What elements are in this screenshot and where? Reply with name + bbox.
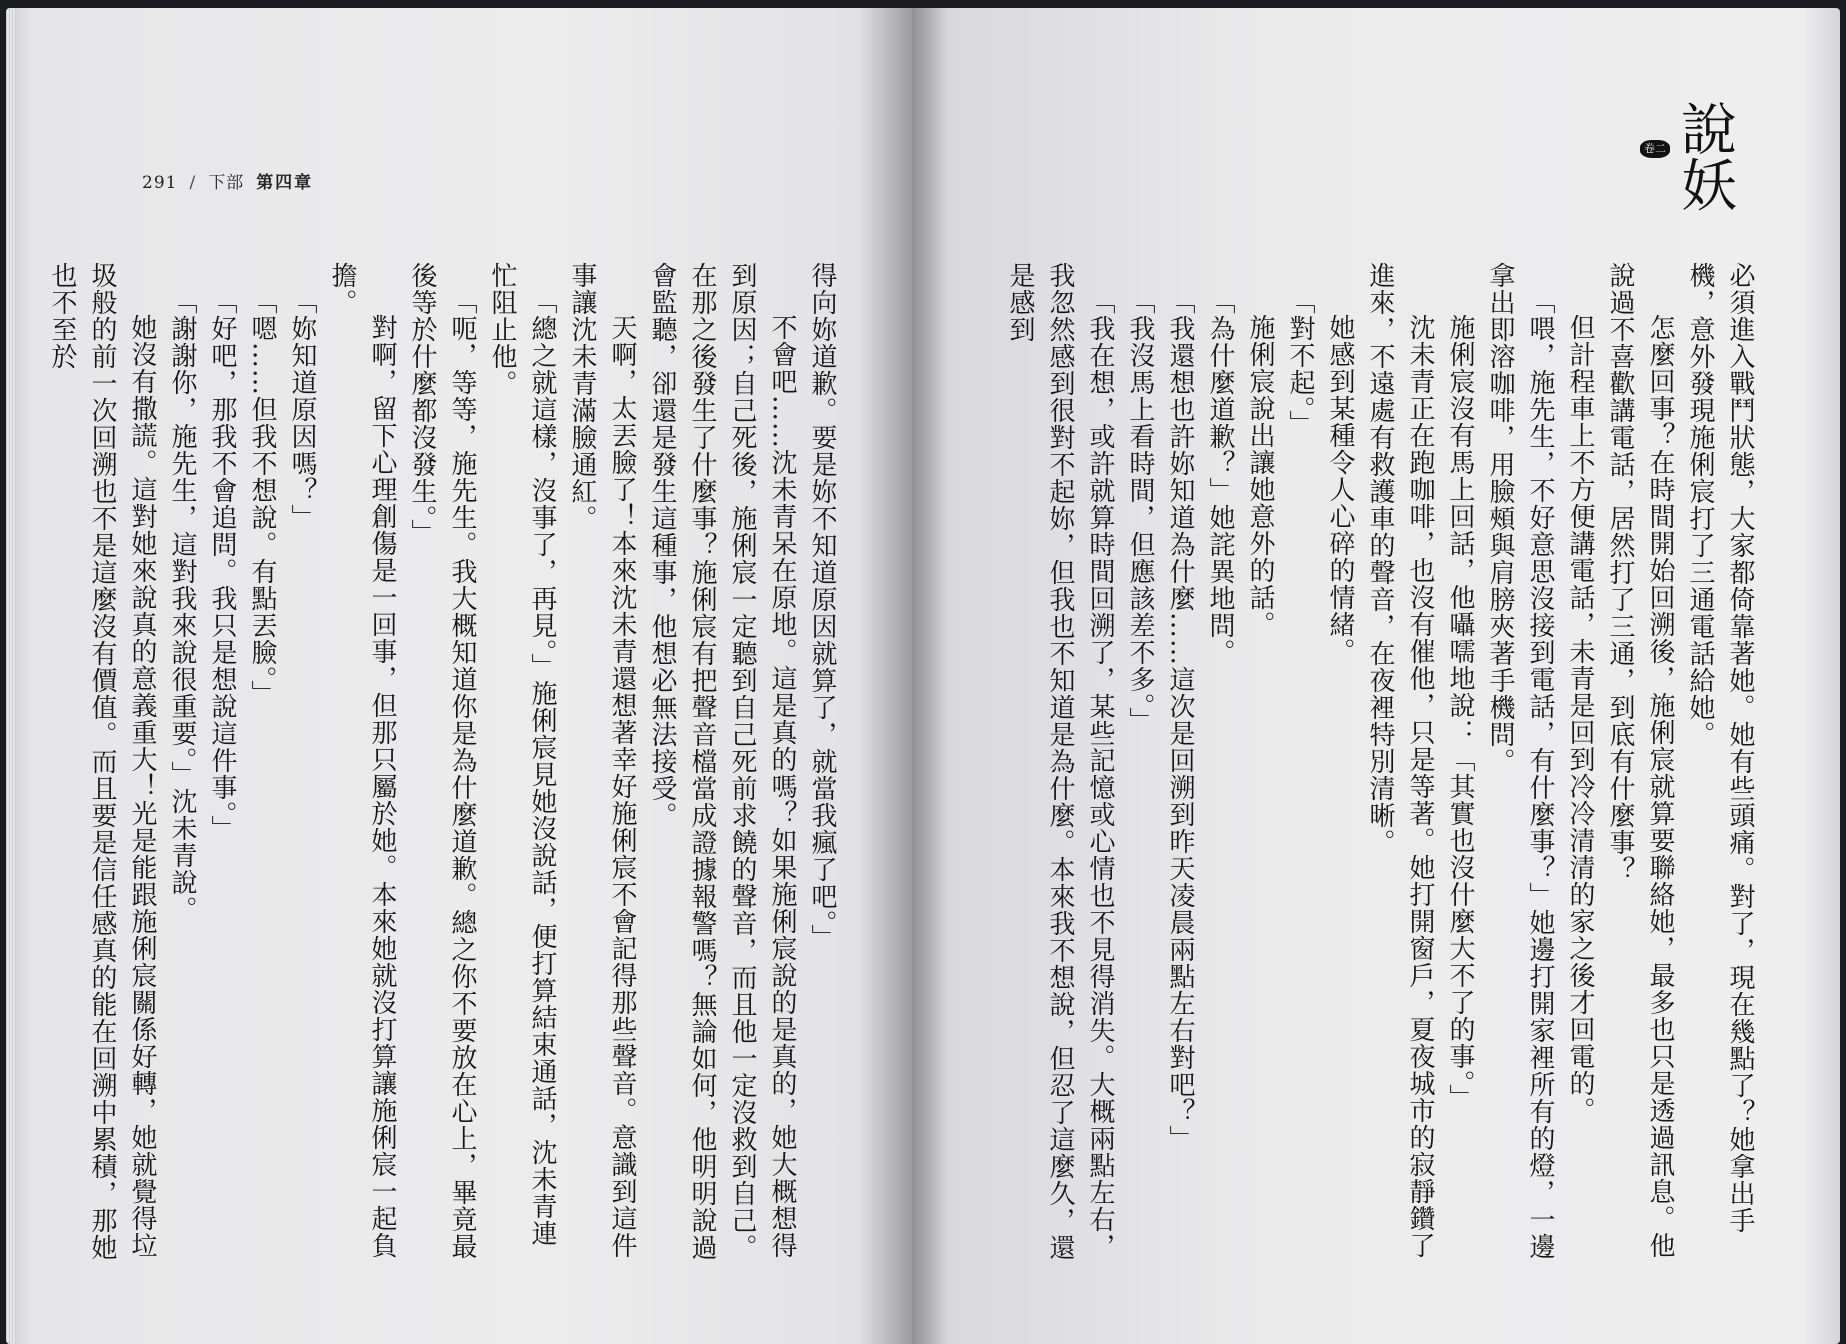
chapter-label: 第四章 (256, 173, 314, 193)
running-head (142, 168, 313, 193)
paragraph: 她沒有撒謊。這對她來說真的意義重大！光是能跟施俐宸關係好轉，她就覺得垃圾般的前一次回溯也不是這麼沒有價值。而且要是信任感真的能在回溯中累積，那她也不至於 (47, 262, 157, 1261)
paragraph: 「我還想也許妳知道為什麼……這次是回溯到昨天凌晨兩點左右對吧？」 (1165, 288, 1195, 1152)
book-spread (0, 8, 1846, 1344)
running-head-separator: / (189, 173, 197, 193)
paragraph: 施俐宸說出讓她意外的話。 (1245, 314, 1275, 638)
paragraph: 怎麼回事？在時間開始回溯後，施俐宸就算要聯絡她，最多也只是透過訊息。他說過不喜歡講電話，居然打了三通，到底有什麼事？ (1605, 262, 1675, 1259)
paragraph: 她感到某種令人心碎的情緒。 (1325, 314, 1355, 665)
paragraph: 「好吧，那我不會追問。我只是想說這件事。」 (207, 288, 237, 842)
paragraph: 「妳知道原因嗎？」 (287, 288, 317, 531)
paragraph: 「謝謝你，施先生，這對我來說很重要。」沈未青說。 (167, 288, 197, 923)
paragraph: 沈未青正在跑咖啡，也沒有催他，只是等著。她打開窗戶，夏夜城市的寂靜鑽了進來，不遠處有救護車的聲音，在夜裡特別清晰。 (1365, 262, 1435, 1259)
paragraph: 「總之就這樣，沒事了，再見。」施俐宸見她沒說話，便打算結束通話，沈未青連忙阻止他。 (487, 262, 557, 1247)
paragraph: 「為什麼道歉？」她詫異地問。 (1205, 288, 1235, 666)
paragraph: 必須進入戰鬥狀態，大家都倚靠著她。她有些頭痛。對了，現在幾點了？她拿出手機，意外發現施俐宸打了三通電話給她。 (1685, 262, 1755, 1234)
paragraph: 不會吧……沈未青呆在原地。這是真的嗎？如果施俐宸說的是真的，她大概想得到原因；自己死後，施俐宸一定聽到自己死前求饒的聲音，而且他一定沒救到自己。在那之後發生了什麼事？施俐宸有把聲音檔當成證據報警嗎？無論如何，他明明說過會監聽，卻還是發生這種事，他想必無法接受。 (647, 262, 797, 1261)
seal-volume: 卷二 (1640, 140, 1670, 158)
paragraph: 施俐宸沒有馬上回話，他囁嚅地說：「其實也沒什麼大不了的事。」 (1445, 314, 1475, 1111)
paragraph: 「我在想，或許就算時間回溯了，某些記憶或心情也不見得消失。大概兩點左右，我忽然感到很對不起妳，但我也不知道是為什麼。本來我不想說，但忍了這麼久，還是感到 (1005, 262, 1115, 1261)
seal-title: 說妖 (1672, 100, 1737, 212)
paragraph: 但計程車上不方便講電話，未青是回到冷冷清清的家之後才回電的。 (1565, 314, 1595, 1124)
paragraph: 「嗯……但我不想說。有點丟臉。」 (247, 288, 277, 707)
page-edge (6, 8, 16, 1344)
paragraph: 「對不起。」 (1285, 288, 1315, 437)
left-body-text (42, 262, 842, 1262)
left-page (6, 8, 912, 1344)
section-label: 下部 (208, 173, 245, 193)
paragraph: 「喂，施先生，不好意思沒接到電話，有什麼事？」她邊打開家裡所有的燈，一邊拿出即溶咖啡，用臉頰與肩膀夾著手機問。 (1485, 262, 1555, 1260)
paragraph: 「呃，等等，施先生。我大概知道你是為什麼道歉。總之你不要放在心上，畢竟最後等於什麼都沒發生。」 (407, 262, 477, 1260)
book-title-seal (1644, 100, 1770, 230)
right-body-text (1000, 262, 1760, 1262)
paragraph: 「我沒馬上看時間，但應該差不多。」 (1125, 288, 1155, 734)
paragraph: 得向妳道歉。要是妳不知道原因就算了，就當我瘋了吧。」 (807, 262, 837, 951)
page-number: 291 (142, 173, 178, 193)
right-page (912, 8, 1840, 1344)
paragraph: 天啊，太丟臉了！本來沈未青還想著幸好施俐宸不會記得那些聲音。意識到這件事讓沈未青滿臉通紅。 (567, 262, 637, 1259)
paragraph: 對啊，留下心理創傷是一回事，但那只屬於她。本來她就沒打算讓施俐宸一起負擔。 (327, 262, 397, 1259)
